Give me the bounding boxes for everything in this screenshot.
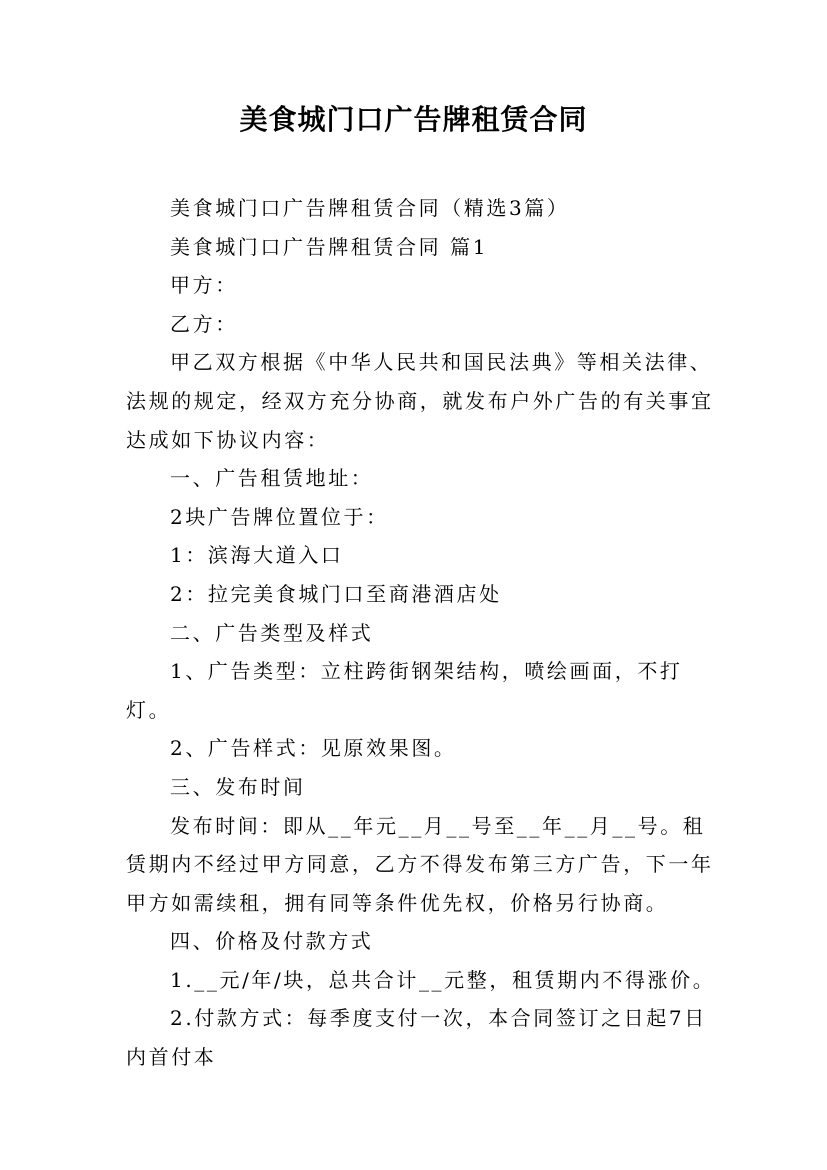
clause-heading-address: 一、广告租赁地址： <box>170 466 374 491</box>
clause-heading-time: 三、发布时间 <box>170 774 306 799</box>
preamble-paragraph: 甲乙双方根据《中华人民共和国民法典》等相关法律、法规的规定，经双方充分协商，就发布户外广告的有关事宜达成如下协议内容： <box>126 350 714 452</box>
body-paragraph: 2块广告牌位置位于： <box>170 504 389 529</box>
clause-heading-price: 四、价格及付款方式 <box>170 929 374 954</box>
subtitle-paragraph: 美食城门口广告牌租赁合同（精选3篇） <box>170 196 570 220</box>
body-paragraph: 1、广告类型：立柱跨街钢架结构，喷绘画面，不打灯。 <box>126 659 683 722</box>
body-paragraph: 2：拉完美食城门口至商港酒店处 <box>170 581 502 606</box>
body-paragraph: 发布时间：即从__年元__月__号至__年__月__号。租赁期内不经过甲方同意，乙方不得发布第三方广告，下一年甲方如需续租，拥有同等条件优先权，价格另行协商。 <box>126 813 714 915</box>
section-heading-paragraph: 美食城门口广告牌租赁合同 篇1 <box>170 234 489 259</box>
body-paragraph: 1.__元/年/块，总共合计__元整，租赁期内不得涨价。 <box>170 967 716 992</box>
document-title: 美食城门口广告牌租赁合同 <box>239 103 588 136</box>
body-paragraph: 1：滨海大道入口 <box>170 543 344 568</box>
clause-heading-type: 二、广告类型及样式 <box>170 620 374 645</box>
document-body <box>126 189 716 1077</box>
body-paragraph: 2、广告样式：见原效果图。 <box>170 736 457 761</box>
party-a-line: 甲方： <box>170 273 238 298</box>
party-b-line: 乙方： <box>170 311 238 336</box>
body-paragraph: 2.付款方式：每季度支付一次，本合同签订之日起7日内首付本 <box>126 1006 707 1070</box>
